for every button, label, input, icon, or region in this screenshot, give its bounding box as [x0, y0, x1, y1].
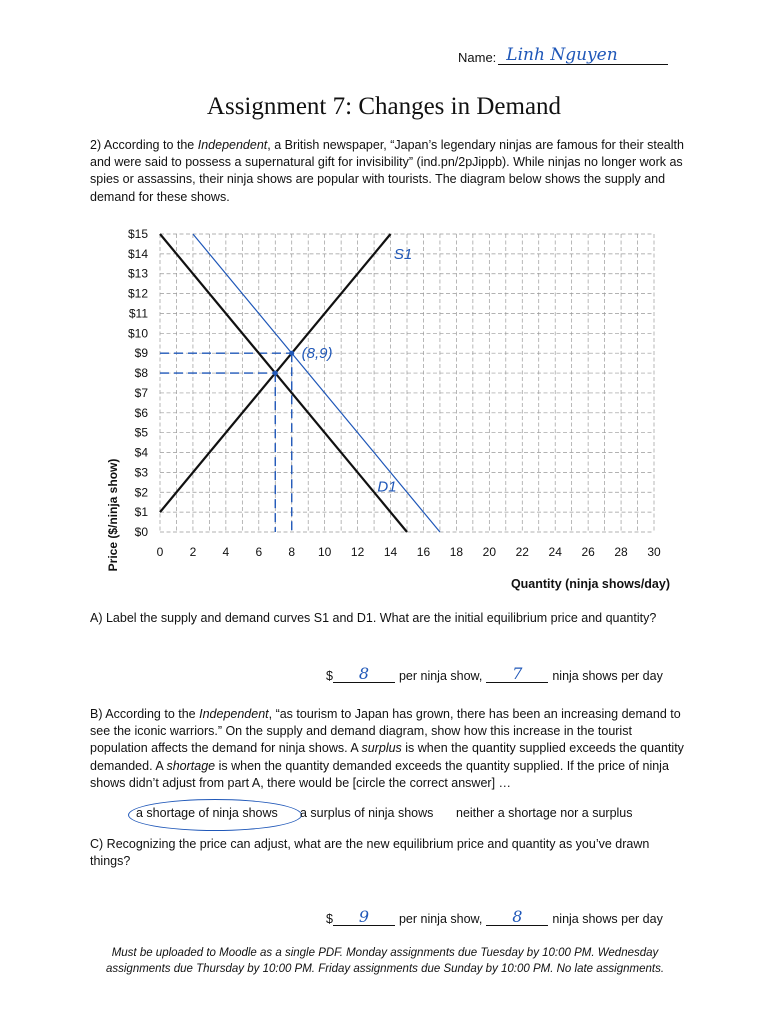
y-tick-labels: [128, 227, 148, 539]
per-show-label: per ninja show,: [398, 912, 483, 926]
x-tick-label: 4: [222, 545, 230, 559]
x-tick-label: 2: [189, 545, 197, 559]
part-a-text: [90, 610, 690, 627]
x-tick-label: 0: [156, 545, 164, 559]
y-tick-label: $3: [134, 465, 148, 480]
name-field: [458, 46, 668, 65]
y-tick-label: $9: [134, 346, 148, 361]
y-tick-label: $2: [134, 485, 148, 500]
part-b-text-2: , “as tourism to Japan has grown, there has been an increasing demand to see the iconic warriors.” On the supply and demand diagram, show how this increase in the tourist population affects the demand for ninja shows. A: [90, 707, 681, 756]
x-tick-label: 20: [482, 545, 497, 559]
surplus-term: surplus: [361, 741, 402, 756]
x-tick-label: 16: [416, 545, 431, 559]
per-day-label: ninja shows per day: [552, 912, 663, 926]
x-tick-labels: [157, 545, 661, 559]
part-a-prompt-text: A) Label the supply and demand curves S1 and D1. What are the initial equilibrium price and quantity?: [90, 611, 657, 625]
part-a-quantity: 7: [512, 664, 523, 683]
new-demand-curve: [193, 234, 440, 532]
question-text-b: , a British newspaper, “Japan’s legendary ninjas are famous for their stealth and were said to possess a supernatural gift for invisibility” (ind.pn/2pJippb). While ninjas no longer work as spies or assassins, their ninja shows are popular with tourists. The diagram below shows the supply and demand for these shows.: [90, 138, 684, 204]
name-blank[interactable]: [498, 46, 668, 65]
x-tick-label: 24: [548, 545, 562, 559]
y-tick-label: $7: [134, 385, 148, 400]
part-a-price: 8: [358, 664, 370, 683]
equilibrium-point-1: [289, 351, 294, 356]
y-tick-label: $6: [134, 405, 148, 420]
x-tick-label: 6: [255, 545, 263, 559]
source-name: Independent: [197, 138, 268, 152]
y-axis-label: Price ($/ninja show): [106, 458, 120, 572]
part-c-answer: [326, 909, 663, 926]
x-tick-label: 8: [288, 545, 296, 559]
submission-footer: [60, 945, 710, 977]
part-b-text-3: is when the quantity supplied exceeds the quantity demanded. A: [90, 741, 684, 773]
part-c-price-blank[interactable]: [333, 909, 395, 926]
part-b-source: Independent: [199, 707, 269, 721]
x-tick-label: 18: [449, 545, 464, 559]
part-c-price: 9: [358, 907, 370, 926]
annotation-label: S1: [393, 245, 413, 263]
annotation-label: D1: [377, 478, 397, 496]
x-tick-label: 22: [515, 545, 529, 559]
page-title: Assignment 7: Changes in Demand: [206, 93, 562, 120]
y-tick-label: $1: [134, 505, 148, 520]
question-text-a: According to the: [103, 138, 195, 152]
part-b-text-4: is when the quantity demanded exceeds the quantity supplied. If the price of ninja shows didn’t adjust from part A, there would be [circle the correct answer] …: [90, 758, 669, 790]
x-axis-label: Quantity (ninja shows/day): [510, 577, 670, 591]
equilibrium-point-0: [273, 371, 278, 376]
x-tick-label: 12: [350, 545, 365, 559]
per-show-label: per ninja show,: [398, 669, 483, 683]
part-b-text: [90, 706, 690, 792]
x-tick-label: 28: [614, 545, 628, 559]
part-a-quantity-blank[interactable]: [486, 666, 548, 683]
footer-line-1: Must be uploaded to Moodle as a single PDF. Monday assignments due Tuesday by 10:00 PM. Wednesday: [111, 947, 659, 959]
y-tick-label: $10: [127, 326, 148, 341]
supply-demand-chart: [0, 220, 768, 600]
part-c-quantity: 8: [512, 907, 523, 926]
part-a-prompt: [90, 610, 690, 627]
choice-neither[interactable]: neither a shortage nor a surplus: [456, 806, 633, 820]
question-2-text: [90, 137, 690, 206]
dollar-sign: $: [326, 912, 333, 926]
footer-line-2: assignments due Thursday by 10:00 PM. Friday assignments due Sunday by 10:00 PM. No late assignments.: [105, 963, 665, 975]
question-number: 2): [90, 138, 102, 152]
y-tick-label: $13: [127, 266, 148, 281]
x-tick-label: 14: [383, 545, 398, 559]
y-tick-label: $5: [134, 425, 148, 440]
chart-annotations: [302, 246, 413, 495]
name-value: Linh Nguyen: [506, 45, 618, 65]
dollar-sign: $: [326, 669, 333, 683]
choice-shortage[interactable]: a shortage of ninja shows: [136, 806, 278, 820]
y-tick-label: $11: [128, 306, 148, 321]
x-tick-label: 26: [581, 545, 595, 559]
part-c-prompt: C) Recognizing the price can adjust, what are the new equilibrium price and quantity as you’ve drawn things?: [90, 837, 650, 869]
part-a-price-blank[interactable]: [333, 666, 395, 683]
demand-curve: [160, 234, 407, 532]
x-tick-label: 30: [647, 545, 661, 559]
x-tick-label: 10: [317, 545, 332, 559]
y-tick-label: $14: [127, 246, 148, 261]
chart-series: [160, 234, 440, 532]
part-c-quantity-blank[interactable]: [486, 909, 548, 926]
y-tick-label: $8: [134, 366, 148, 381]
y-tick-label: $15: [127, 227, 148, 241]
part-c-text: [90, 836, 690, 870]
y-tick-label: $4: [134, 445, 148, 460]
annotation-label: (8,9): [301, 345, 333, 363]
part-a-answer: [326, 666, 663, 683]
per-day-label: ninja shows per day: [552, 669, 663, 683]
y-tick-label: $12: [127, 286, 148, 301]
shortage-term: shortage: [166, 758, 216, 773]
name-label: Name:: [458, 50, 497, 65]
choice-surplus[interactable]: a surplus of ninja shows: [300, 806, 434, 820]
y-tick-label: $0: [134, 525, 148, 539]
part-b-text-1: B) According to the: [90, 707, 196, 721]
chart-grid: [160, 234, 654, 532]
